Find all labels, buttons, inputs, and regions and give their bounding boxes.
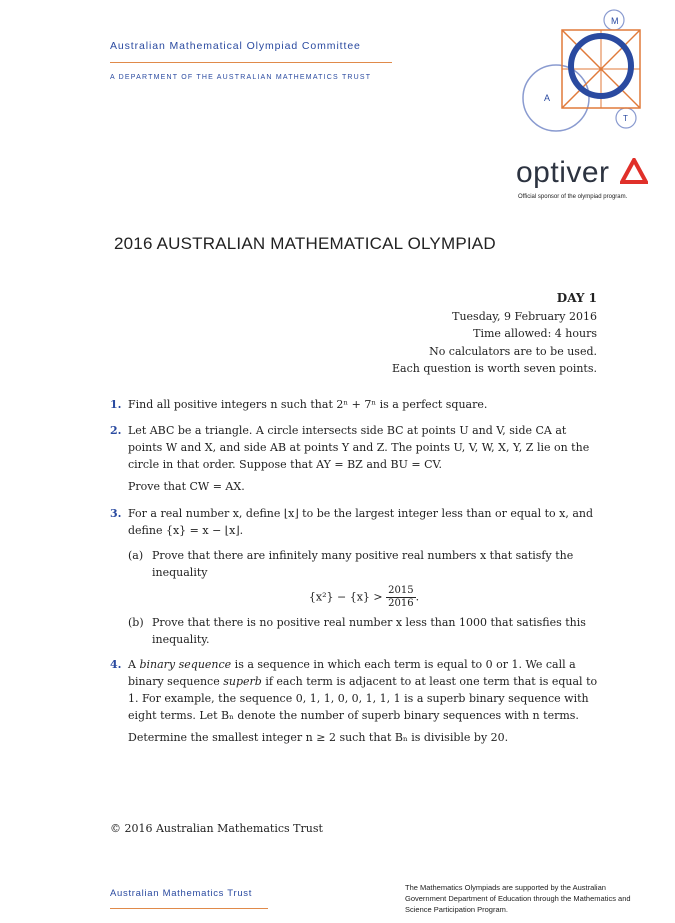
funding-note: The Mathematics Olympiads are supported by the Australian Government Department of Education through the Mathematics and Science Participation Program.: [405, 883, 631, 914]
q4-mid1: is a sequence in which each term is equal to 0 or 1. We call a binary sequence: [128, 658, 576, 688]
exam-date: Tuesday, 9 February 2016: [452, 309, 597, 323]
exam-calculators: No calculators are to be used.: [429, 344, 597, 358]
question-ask: Determine the smallest integer n ≥ 2 such that Bₙ is divisible by 20.: [128, 731, 509, 744]
optiver-triangle-icon: [620, 158, 648, 188]
copyright: © 2016 Australian Mathematics Trust: [110, 822, 323, 835]
question-text: Find all positive integers n such that 2ⁿ + 7ⁿ is a perfect square.: [128, 398, 488, 411]
inequality-lhs: {x²} − {x} >: [308, 590, 383, 604]
page-title: 2016 AUSTRALIAN MATHEMATICAL OLYMPIAD: [114, 234, 496, 253]
q4-term-superb: superb: [223, 675, 262, 688]
question-number: 2.: [110, 424, 122, 437]
q4-mid2: if each term is adjacent to at least one term that is equal to 1. For example, the sequence 0, 1, 1, 0, 0, 1, 1, 1 is a superb binary sequence with eight terms. Let Bₙ denote the number of superb binary sequences with n terms.: [128, 675, 598, 722]
footer-trust: Australian Mathematics Trust: [110, 888, 253, 899]
q4-intro: A: [128, 658, 136, 671]
committee-header: Australian Mathematical Olympiad Committee: [110, 40, 361, 52]
inequality: [128, 585, 600, 610]
logo-letter-t: T: [623, 114, 628, 123]
question-text: Let ABC be a triangle. A circle intersects side BC at points U and V, side CA at points W and X, and side AB at points Y and Z. The points U, V, W, X, Y, Z lie on the circle in that order. Suppose that AY = BZ and BU = CV.: [128, 424, 590, 471]
exam-info: [392, 290, 597, 378]
question-part-a: [128, 547, 600, 610]
question-2: [110, 422, 600, 495]
part-text: Prove that there is no positive real number x less than 1000 that satisfies this inequality.: [152, 616, 586, 646]
department-line: A DEPARTMENT OF THE AUSTRALIAN MATHEMATICS TRUST: [110, 74, 372, 81]
inequality-end: .: [415, 590, 420, 604]
logo-letter-a: A: [544, 93, 551, 103]
fraction-denominator: 2016: [388, 598, 414, 609]
question-text: [128, 656, 600, 724]
question-text: For a real number x, define ⌊x⌋ to be the largest integer less than or equal to x, and define {x} = x − ⌊x⌋.: [128, 507, 594, 537]
exam-points: Each question is worth seven points.: [392, 362, 597, 375]
question-1: [110, 396, 600, 413]
part-text: Prove that there are infinitely many positive real numbers x that satisfy the inequality: [152, 549, 574, 579]
footer-rule: [110, 908, 268, 909]
exam-day: DAY 1: [556, 291, 597, 305]
question-3: [110, 505, 600, 648]
question-number: 4.: [110, 658, 122, 671]
sponsor-tagline: Official sponsor of the olympiad program.: [518, 194, 628, 200]
question-prove: Prove that CW = AX.: [128, 480, 245, 493]
part-label: (a): [128, 549, 144, 562]
header-rule: [110, 62, 392, 63]
q4-term-binary-sequence: binary sequence: [139, 658, 232, 671]
logo-letter-m: M: [611, 16, 619, 26]
exam-time: Time allowed: 4 hours: [473, 327, 597, 340]
question-4: [110, 656, 600, 746]
inequality-fraction: [386, 585, 415, 610]
fraction-numerator: 2015: [388, 585, 414, 596]
amt-logo: [520, 8, 650, 142]
part-label: (b): [128, 616, 144, 629]
question-number: 3.: [110, 507, 122, 520]
question-part-b: [128, 614, 600, 648]
question-number: 1.: [110, 398, 122, 411]
optiver-logo-text: optiver: [516, 156, 610, 189]
